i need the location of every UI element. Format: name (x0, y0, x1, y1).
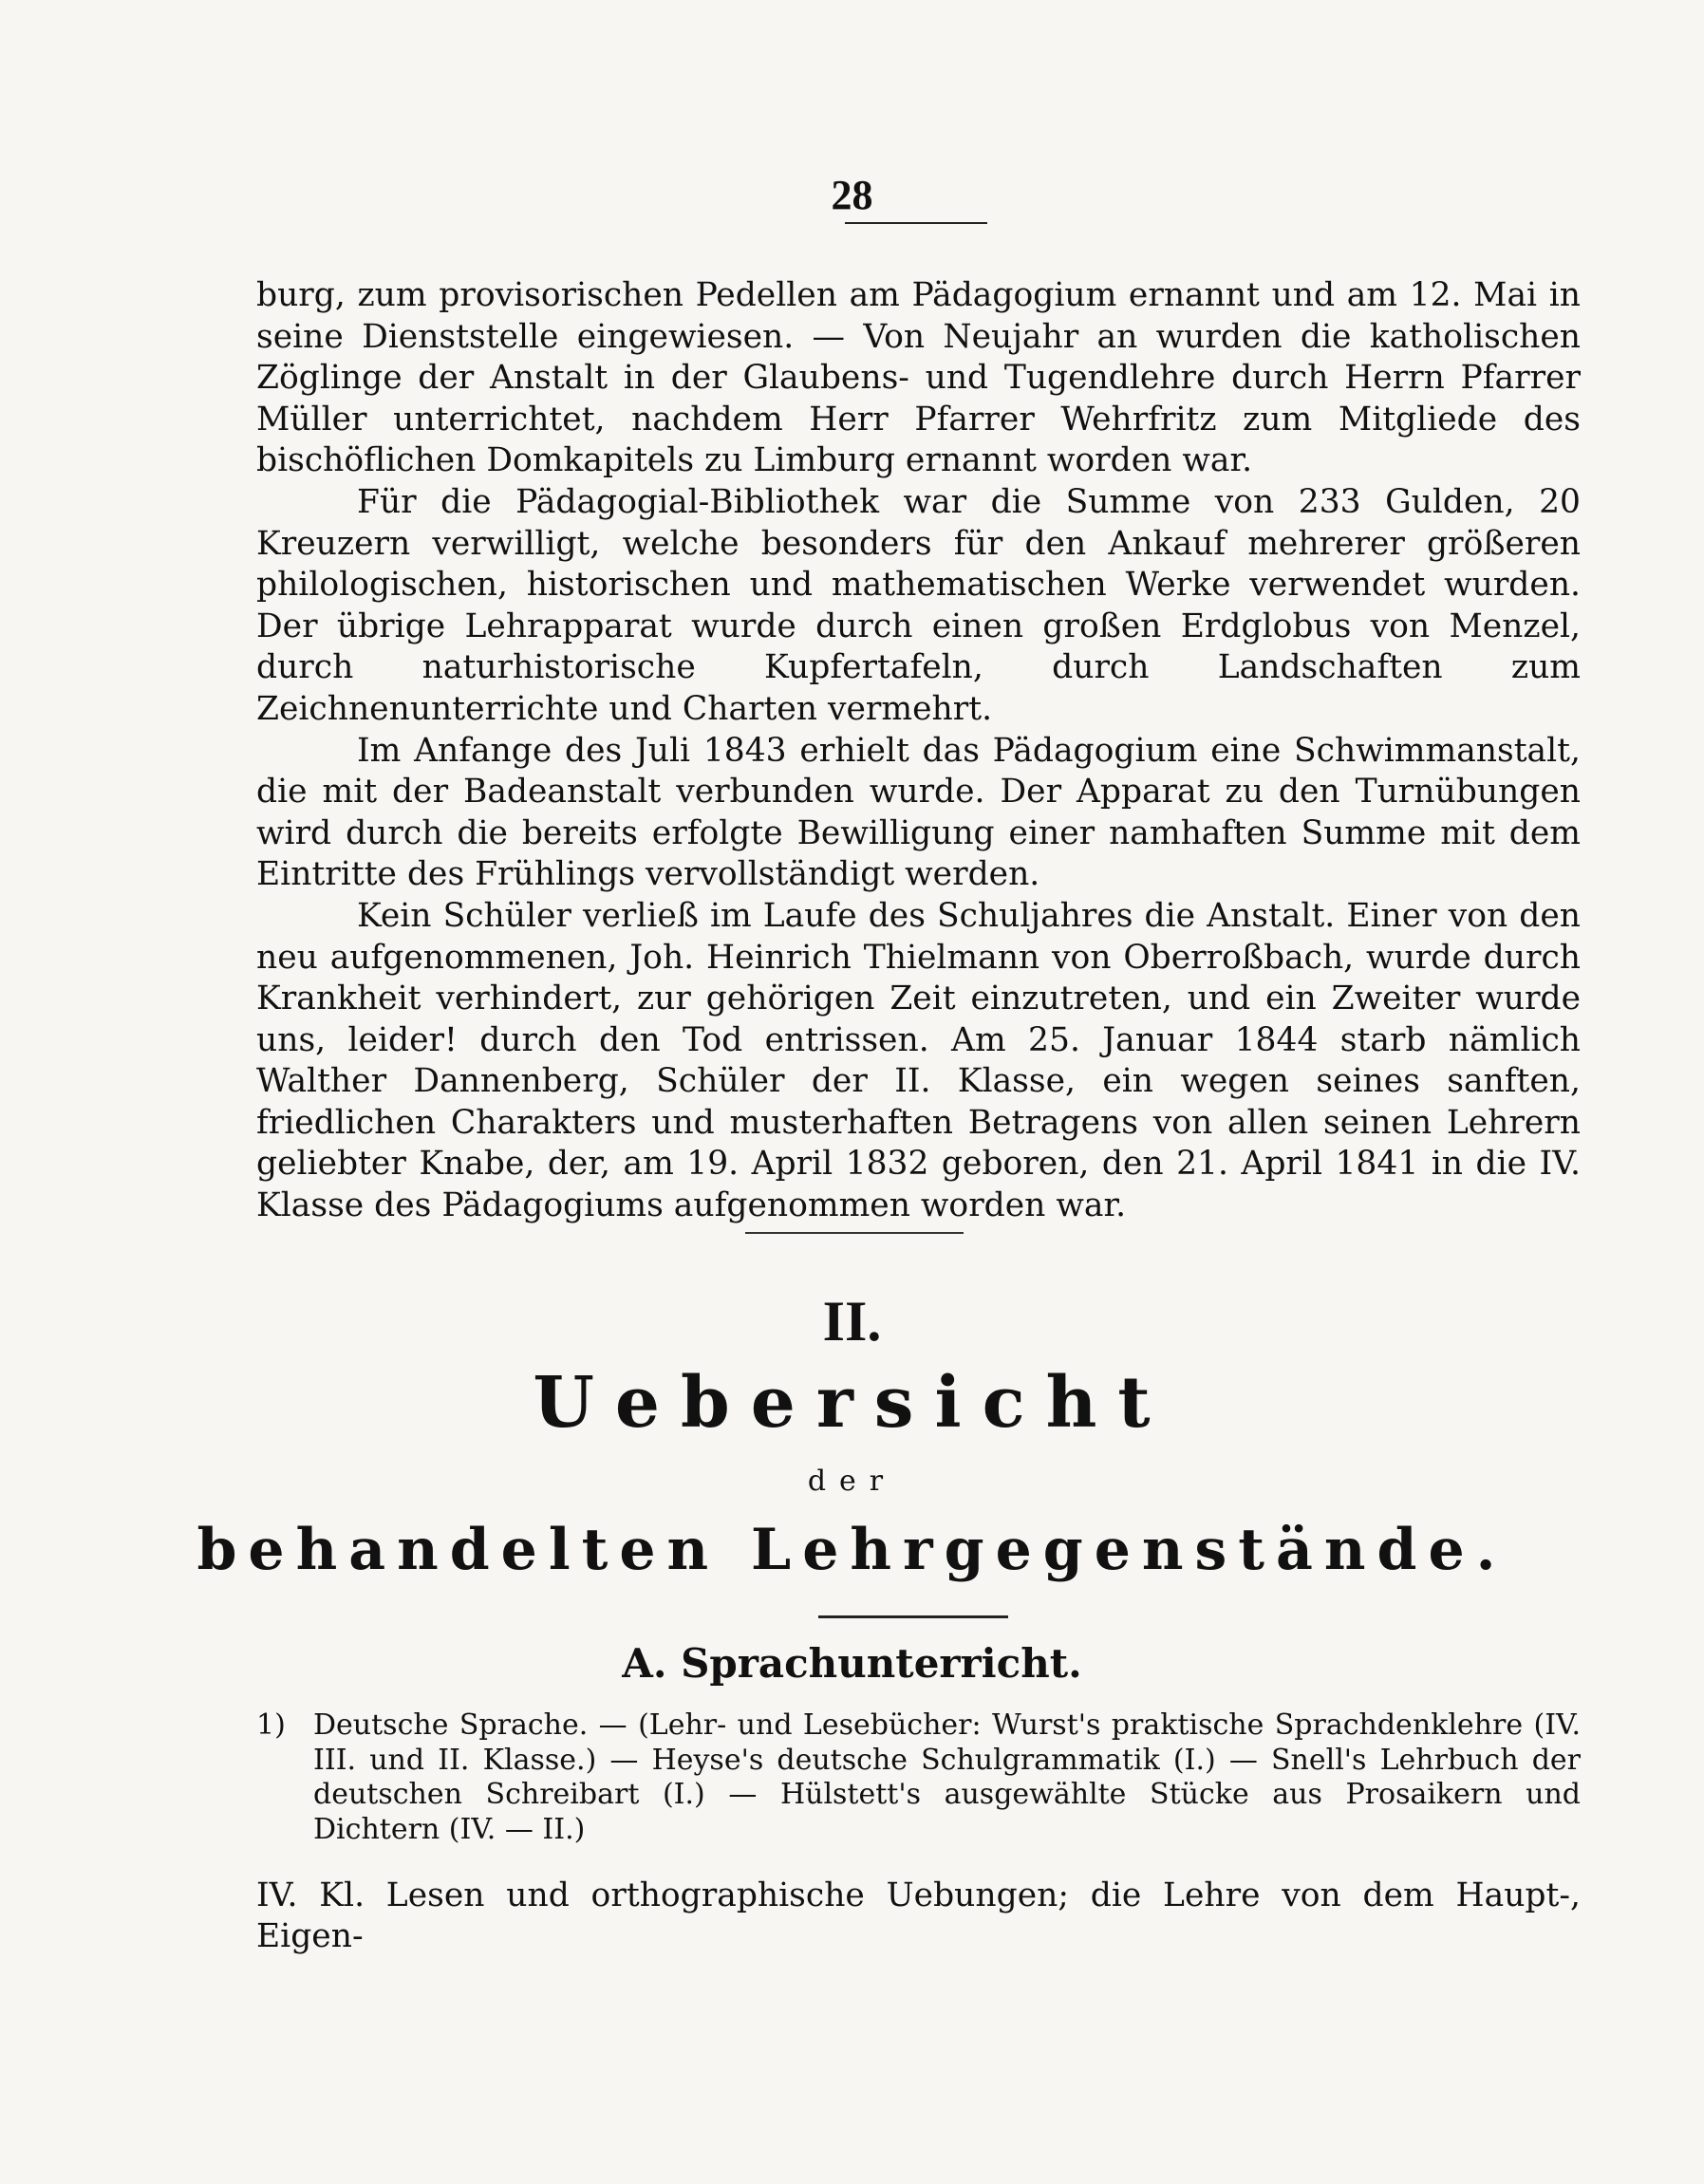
subsection-heading: A. Sprachunterricht. (622, 1640, 1082, 1687)
section-title: Uebersicht (533, 1362, 1171, 1444)
page-number: 28 (831, 172, 873, 218)
body-text (256, 275, 1581, 1227)
section-divider (745, 1232, 964, 1234)
paragraph-4: Kein Schüler verließ im Laufe des Schuljahres die Anstalt. Einer von den neu aufgenommenen, Joh. Heinrich Thielmann von Oberroßbach, wurde durch Krankheit verhindert, zur gehörigen Zeit einzutreten, und ein Zweiter wurde uns, leider! durch den Tod entrissen. Am 25. Januar 1844 starb nämlich Walther Dannenberg, Schüler der II. Klasse, ein wegen seines sanften, friedlichen Charakters und musterhaften Betragens von allen seinen Lehrern geliebter Knabe, der, am 19. April 1832 geboren, den 21. April 1841 in die IV. Klasse des Pädagogiums aufgenommen worden war. (256, 896, 1581, 1225)
page-number-rule (845, 222, 987, 224)
continuation-line: IV. Kl. Lesen und orthographische Uebungen; die Lehre von dem Haupt-, Eigen- (256, 1876, 1581, 1955)
paragraph-3: Im Anfange des Juli 1843 erhielt das Pädagogium eine Schwimmanstalt, die mit der Badeanstalt verbunden wurde. Der Apparat zu den Turnübungen wird durch die bereits erfolgte Bewilligung einer namhaften Summe mit dem Eintritte des Frühlings vervollständigt werden. (256, 731, 1581, 894)
title-rule (818, 1615, 1008, 1618)
list-item-number: 1) (256, 1708, 286, 1742)
list-item-text: Deutsche Sprache. — (Lehr- und Lesebücher: Wurst's praktische Sprachdenklehre (IV. III. und II. Klasse.) — Heyse's deutsche Schulgrammatik (I.) — Snell's Lehrbuch der deutschen Schreibart (I.) — Hülstett's ausgewählte Stücke aus Prosaikern und Dichtern (IV. — II.) (313, 1708, 1581, 1846)
section-numeral: II. (822, 1290, 882, 1353)
section-title-article: der (807, 1465, 897, 1498)
list-item (256, 1708, 1581, 1847)
paragraph-1: burg, zum provisorischen Pedellen am Pädagogium ernannt und am 12. Mai in seine Dienststelle eingewiesen. — Von Neujahr an wurden die katholischen Zöglinge der Anstalt in der Glaubens- und Tugendlehre durch Herrn Pfarrer Müller unterrichtet, nachdem Herr Pfarrer Wehrfritz zum Mitgliede des bischöflichen Domkapitels zu Limburg ernannt worden war. (256, 276, 1581, 480)
paragraph-2: Für die Pädagogial-Bibliothek war die Summe von 233 Gulden, 20 Kreuzern verwilligt, welche besonders für den Ankauf mehrerer größeren philologischen, historischen und mathematischen Werke verwendet wurden. Der übrige Lehrapparat wurde durch einen großen Erdglobus von Menzel, durch naturhistorische Kupfertafeln, durch Landschaften zum Zeichnenunterrichte und Charten vermehrt. (256, 482, 1581, 728)
section-subtitle: behandelten Lehrgegenstände. (197, 1517, 1507, 1583)
